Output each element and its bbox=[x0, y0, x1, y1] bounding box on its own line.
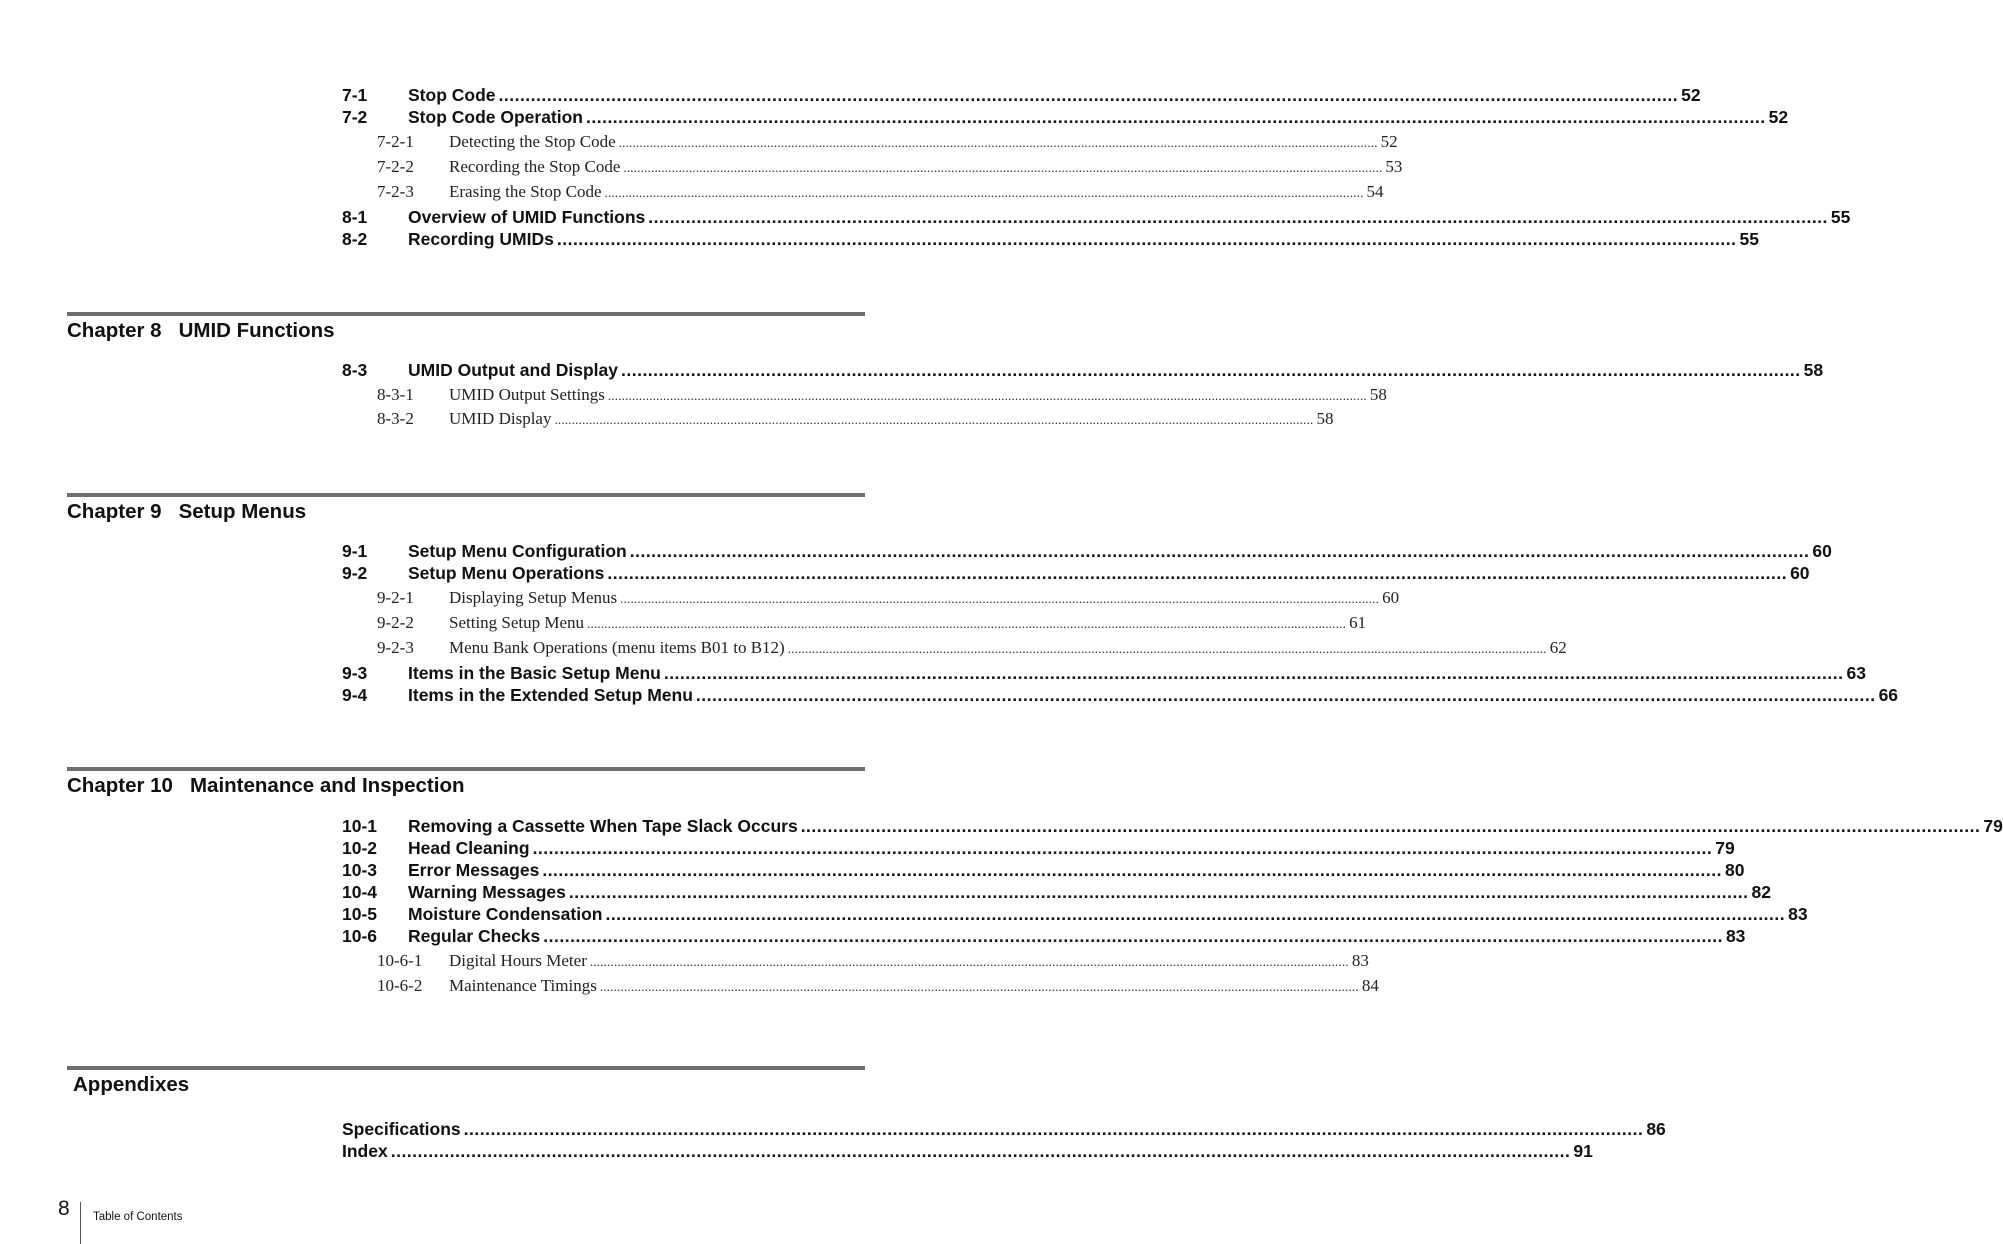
entry-page: 58 bbox=[1316, 409, 1334, 428]
entry-page: 83 bbox=[1725, 926, 1746, 946]
leader-dots: ............................................................................................................................................................................................................................ bbox=[607, 563, 1788, 583]
toc-subentry[interactable] bbox=[342, 179, 1384, 204]
entry-title: UMID Output and Display bbox=[408, 360, 618, 380]
toc-entry[interactable] bbox=[342, 562, 1810, 584]
entry-number: 10-6-1 bbox=[377, 951, 423, 970]
toc-entry[interactable] bbox=[342, 1118, 1666, 1140]
entry-title: Stop Code bbox=[408, 85, 496, 105]
chapter-label: Chapter 10 bbox=[67, 774, 173, 797]
chapter-divider bbox=[67, 493, 865, 497]
entry-number: 9-2-1 bbox=[377, 588, 414, 607]
entry-title: Warning Messages bbox=[408, 882, 566, 902]
entry-title: Recording the Stop Code bbox=[449, 157, 621, 176]
entry-title: Digital Hours Meter bbox=[449, 951, 587, 970]
leader-dots: ............................................................................................................................................................................................................................ bbox=[623, 160, 1383, 175]
entry-page: 79 bbox=[1983, 816, 2003, 836]
leader-dots: ............................................................................................................................................................................................................................ bbox=[568, 882, 1749, 902]
footer-divider bbox=[80, 1202, 81, 1244]
entry-title: Setting Setup Menu bbox=[449, 613, 585, 632]
chapter-heading[interactable] bbox=[67, 318, 335, 344]
entry-page: 55 bbox=[1830, 207, 1851, 227]
entry-number: 8-2 bbox=[342, 229, 368, 249]
entry-page: 60 bbox=[1812, 541, 1832, 561]
entry-number: 7-2-3 bbox=[377, 182, 414, 201]
entry-number: 9-2-2 bbox=[377, 613, 414, 632]
entry-number: 9-3 bbox=[342, 663, 368, 683]
leader-dots: ............................................................................................................................................................................................................................ bbox=[648, 207, 1828, 227]
toc-entry[interactable] bbox=[342, 881, 1771, 903]
entry-number: 10-6 bbox=[342, 926, 378, 946]
toc-entry[interactable] bbox=[342, 359, 1824, 381]
entry-page: 66 bbox=[1878, 685, 1899, 705]
entry-page: 60 bbox=[1382, 588, 1400, 607]
leader-dots: ............................................................................................................................................................................................................................ bbox=[599, 979, 1359, 994]
entry-title: UMID Output Settings bbox=[449, 385, 605, 404]
chapter-divider bbox=[67, 1066, 865, 1070]
entry-number: 10-5 bbox=[342, 904, 378, 924]
chapter-divider bbox=[67, 312, 865, 316]
entry-title: Erasing the Stop Code bbox=[449, 182, 602, 201]
leader-dots: ............................................................................................................................................................................................................................ bbox=[586, 107, 1766, 127]
entry-page: 86 bbox=[1646, 1119, 1666, 1139]
leader-dots: ............................................................................................................................................................................................................................ bbox=[620, 591, 1380, 606]
chapter-label: Chapter 8 bbox=[67, 319, 162, 342]
entry-number: 9-1 bbox=[342, 541, 368, 561]
toc-entry[interactable] bbox=[342, 859, 1745, 881]
entry-title: Setup Menu Operations bbox=[408, 563, 605, 583]
leader-dots: ............................................................................................................................................................................................................................ bbox=[605, 904, 1786, 924]
toc-entry[interactable] bbox=[342, 815, 2003, 837]
leader-dots: ............................................................................................................................................................................................................................ bbox=[589, 954, 1349, 969]
entry-title: Removing a Cassette When Tape Slack Occurs bbox=[408, 816, 798, 836]
entry-number: 10-3 bbox=[342, 860, 378, 880]
entry-page: 62 bbox=[1549, 638, 1567, 657]
entry-number: 8-1 bbox=[342, 207, 368, 227]
entry-page: 60 bbox=[1790, 563, 1810, 583]
entry-number: 8-3-2 bbox=[377, 409, 414, 428]
entry-number: 7-1 bbox=[342, 85, 368, 105]
entry-title: Head Cleaning bbox=[408, 838, 530, 858]
entry-page: 55 bbox=[1739, 229, 1759, 249]
entry-page: 52 bbox=[1768, 107, 1789, 127]
entry-title: Index bbox=[342, 1141, 388, 1161]
entry-title: Stop Code Operation bbox=[408, 107, 583, 127]
entry-title: UMID Display bbox=[449, 409, 552, 428]
leader-dots: ............................................................................................................................................................................................................................ bbox=[463, 1119, 1644, 1139]
entry-number: 7-2-1 bbox=[377, 132, 414, 151]
chapter-heading[interactable] bbox=[67, 773, 465, 799]
entry-number: 10-1 bbox=[342, 816, 378, 836]
toc-entry[interactable] bbox=[342, 106, 1789, 128]
entry-number: 9-4 bbox=[342, 685, 368, 705]
toc-subentry[interactable] bbox=[342, 406, 1334, 431]
toc-subentry[interactable] bbox=[342, 973, 1379, 998]
entry-number: 10-4 bbox=[342, 882, 378, 902]
toc-subentry[interactable] bbox=[342, 948, 1369, 973]
leader-dots: ............................................................................................................................................................................................................................ bbox=[532, 838, 1713, 858]
entry-title: Detecting the Stop Code bbox=[449, 132, 616, 151]
toc-subentry[interactable] bbox=[342, 585, 1400, 610]
toc-entry[interactable] bbox=[342, 837, 1735, 859]
toc-entry[interactable] bbox=[342, 1140, 1593, 1162]
chapter-title: Setup Menus bbox=[178, 500, 307, 523]
chapter-heading[interactable] bbox=[73, 1072, 189, 1098]
entry-number: 7-2 bbox=[342, 107, 368, 127]
leader-dots: ............................................................................................................................................................................................................................ bbox=[556, 229, 1737, 249]
entry-number: 8-3 bbox=[342, 360, 368, 380]
entry-page: 84 bbox=[1361, 976, 1379, 995]
entry-number: 10-2 bbox=[342, 838, 378, 858]
toc-subentry[interactable] bbox=[342, 610, 1367, 635]
entry-page: 83 bbox=[1788, 904, 1808, 924]
entry-number: 9-2-3 bbox=[377, 638, 414, 657]
entry-page: 91 bbox=[1573, 1141, 1593, 1161]
chapter-label: Chapter 9 bbox=[67, 500, 162, 523]
entry-title: Specifications bbox=[342, 1119, 461, 1139]
leader-dots: ............................................................................................................................................................................................................................ bbox=[390, 1141, 1571, 1161]
toc-entry[interactable] bbox=[342, 84, 1701, 106]
entry-title: Error Messages bbox=[408, 860, 540, 880]
entry-page: 63 bbox=[1846, 663, 1866, 683]
entry-page: 82 bbox=[1751, 882, 1771, 902]
leader-dots: ............................................................................................................................................................................................................................ bbox=[554, 412, 1314, 427]
entry-page: 54 bbox=[1366, 182, 1384, 201]
toc-entry[interactable] bbox=[342, 540, 1832, 562]
page-number: 8 bbox=[58, 1197, 70, 1220]
toc-subentry[interactable] bbox=[342, 635, 1567, 660]
entry-page: 83 bbox=[1351, 951, 1369, 970]
entry-title: Menu Bank Operations (menu items B01 to B12) bbox=[449, 638, 785, 657]
entry-page: 80 bbox=[1724, 860, 1745, 880]
entry-page: 58 bbox=[1803, 360, 1824, 380]
leader-dots: ............................................................................................................................................................................................................................ bbox=[800, 816, 1981, 836]
entry-page: 61 bbox=[1349, 613, 1367, 632]
entry-page: 79 bbox=[1715, 838, 1735, 858]
chapter-title: Appendixes bbox=[73, 1073, 190, 1096]
toc-entry[interactable] bbox=[342, 903, 1808, 925]
leader-dots: ............................................................................................................................................................................................................................ bbox=[587, 616, 1347, 631]
toc-entry[interactable] bbox=[342, 925, 1746, 947]
leader-dots: ............................................................................................................................................................................................................................ bbox=[695, 685, 1876, 705]
entry-title: Regular Checks bbox=[408, 926, 541, 946]
leader-dots: ............................................................................................................................................................................................................................ bbox=[663, 663, 1844, 683]
entry-page: 58 bbox=[1369, 385, 1387, 404]
entry-page: 52 bbox=[1380, 132, 1398, 151]
chapter-divider bbox=[67, 767, 865, 771]
leader-dots: ............................................................................................................................................................................................................................ bbox=[542, 860, 1722, 880]
leader-dots: ............................................................................................................................................................................................................................ bbox=[618, 135, 1378, 150]
entry-title: Displaying Setup Menus bbox=[449, 588, 618, 607]
entry-number: 9-2 bbox=[342, 563, 368, 583]
chapter-title: UMID Functions bbox=[178, 319, 335, 342]
toc-subentry[interactable] bbox=[342, 129, 1398, 154]
leader-dots: ............................................................................................................................................................................................................................ bbox=[543, 926, 1723, 946]
toc-entry[interactable] bbox=[342, 662, 1866, 684]
entry-title: Recording UMIDs bbox=[408, 229, 554, 249]
leader-dots: ............................................................................................................................................................................................................................ bbox=[604, 185, 1364, 200]
chapter-heading[interactable] bbox=[67, 499, 306, 525]
entry-title: Items in the Extended Setup Menu bbox=[408, 685, 693, 705]
leader-dots: ............................................................................................................................................................................................................................ bbox=[607, 388, 1367, 403]
entry-title: Setup Menu Configuration bbox=[408, 541, 627, 561]
entry-title: Overview of UMID Functions bbox=[408, 207, 646, 227]
entry-number: 8-3-1 bbox=[377, 385, 414, 404]
leader-dots: ............................................................................................................................................................................................................................ bbox=[787, 641, 1547, 656]
toc-entry[interactable] bbox=[342, 206, 1851, 228]
chapter-title: Maintenance and Inspection bbox=[189, 774, 465, 797]
leader-dots: ............................................................................................................................................................................................................................ bbox=[621, 360, 1801, 380]
entry-number: 7-2-2 bbox=[377, 157, 414, 176]
entry-title: Items in the Basic Setup Menu bbox=[408, 663, 661, 683]
entry-title: Moisture Condensation bbox=[408, 904, 603, 924]
entry-number: 10-6-2 bbox=[377, 976, 423, 995]
entry-page: 53 bbox=[1385, 157, 1403, 176]
toc-subentry[interactable] bbox=[342, 154, 1403, 179]
toc-entry[interactable] bbox=[342, 684, 1899, 706]
toc-subentry[interactable] bbox=[342, 382, 1387, 407]
toc-entry[interactable] bbox=[342, 228, 1759, 250]
footer-section-name: Table of Contents bbox=[93, 1211, 183, 1223]
leader-dots: ............................................................................................................................................................................................................................ bbox=[629, 541, 1810, 561]
leader-dots: ............................................................................................................................................................................................................................ bbox=[498, 85, 1679, 105]
entry-title: Maintenance Timings bbox=[449, 976, 597, 995]
entry-page: 52 bbox=[1681, 85, 1701, 105]
